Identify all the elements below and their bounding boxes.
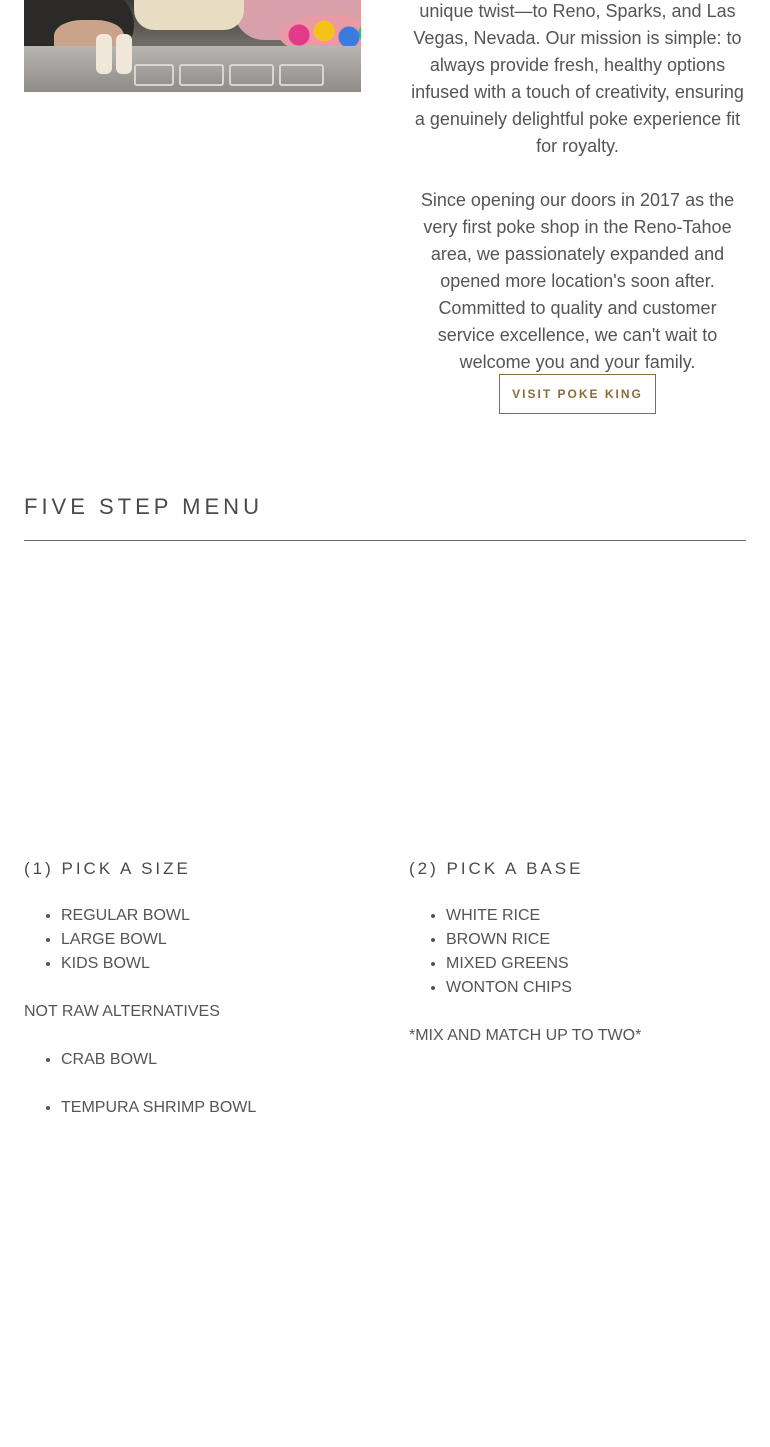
size-list xyxy=(24,904,361,976)
intro-paragraph-1: unique twist—to Reno, Sparks, and Las Vegas, Nevada. Our mission is simple: to always provide fresh, healthy options infused with a touch of creativity, ensuring a genuinely delightful poke experience fit for royalty. xyxy=(411,1,744,156)
intro-text xyxy=(409,0,746,403)
photo-bin xyxy=(229,64,274,86)
step-title: (1) PICK A SIZE xyxy=(24,859,191,878)
photo-bin xyxy=(134,64,174,86)
alternatives-list xyxy=(24,1096,361,1120)
list-item: • WONTON CHIPS xyxy=(446,976,746,1000)
photo-bin xyxy=(279,64,324,86)
list-item: • REGULAR BOWL xyxy=(61,904,361,928)
list-item: • MIXED GREENS xyxy=(446,952,746,976)
mix-match-note: *MIX AND MATCH UP TO TWO* xyxy=(409,1027,642,1044)
step-title: (2) PICK A BASE xyxy=(409,859,584,878)
alternatives-list xyxy=(24,1048,361,1072)
base-list xyxy=(409,904,746,1000)
list-item: • BROWN RICE xyxy=(446,928,746,952)
photo-bottle xyxy=(96,34,112,74)
list-item: • KIDS BOWL xyxy=(61,952,361,976)
alternatives-label: NOT RAW ALTERNATIVES xyxy=(24,1003,220,1020)
section-divider xyxy=(24,540,746,541)
poke-counter-photo xyxy=(24,0,361,92)
step-pick-base xyxy=(409,858,746,1072)
list-item: • WHITE RICE xyxy=(446,904,746,928)
section-title: FIVE STEP MENU xyxy=(24,494,263,519)
step-pick-size xyxy=(24,858,361,1120)
list-item: • CRAB BOWL xyxy=(61,1048,361,1072)
list-item: • TEMPURA SHRIMP BOWL xyxy=(61,1096,361,1120)
photo-bin xyxy=(179,64,224,86)
photo-cream-shirt xyxy=(134,0,244,30)
photo-bottle xyxy=(116,34,132,74)
photo-counter xyxy=(24,46,361,92)
visit-poke-king-button[interactable]: VISIT POKE KING xyxy=(499,374,656,414)
intro-paragraph-2: Since opening our doors in 2017 as the very first poke shop in the Reno-Tahoe area, we passionately expanded and opened more location's soon after. Committed to quality and customer service excellence, we can't wait to welcome you and your family. xyxy=(420,190,735,372)
list-item: • LARGE BOWL xyxy=(61,928,361,952)
